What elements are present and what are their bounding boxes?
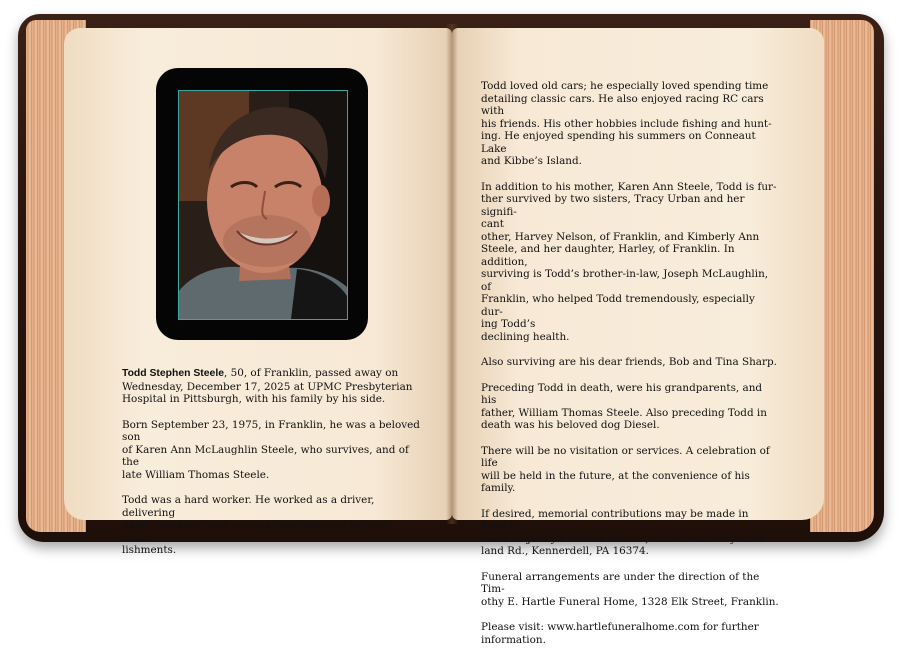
birth-paragraph: Born September 23, 1975, in Franklin, he was a beloved son of Karen Ann McLaughlin Steele, who survives, and of the late William Thomas Steele.	[122, 418, 420, 481]
services-paragraph: There will be no visitation or services. A celebration of life will be held in the future, at the convenience of his family.	[481, 444, 770, 494]
friends-paragraph: Also surviving are his dear friends, Bob and Tina Sharp.	[481, 356, 777, 368]
arrangements-paragraph: Funeral arrangements are under the direction of the Tim- othy E. Hartle Funeral Home, 1328 Elk Street, Franklin.	[481, 570, 779, 608]
portrait-photo	[178, 90, 348, 320]
portrait-frame	[156, 68, 368, 340]
deceased-name: Todd Stephen Steele	[122, 368, 224, 379]
memorials-paragraph: If desired, memorial contributions may be made in Todd’s name to Jenny’s Dream Rescue, 2025 Cranberry Rock- land Rd., Kennerdell, PA 16374.	[481, 507, 769, 557]
survivors-paragraph: In addition to his mother, Karen Ann Steele, Todd is fur- ther survived by two sisters, Tracy Urban and her signifi- cant other, Harvey Nelson, of Franklin, and Kimberly Ann Steele, and her daughter, Harley, of Franklin. In addition, surviving is Todd’s brother-in-law, Joseph McLaughlin, of Franklin, who helped Todd tremendously, especially dur- ing Todd’s declining health.	[481, 180, 777, 343]
book-gutter	[446, 24, 458, 524]
right-page-text	[481, 80, 779, 659]
left-page-text	[122, 367, 422, 570]
hobbies-paragraph: Todd loved old cars; he especially loved spending time detailing classic cars. He also enjoyed racing RC cars with his friends. His other hobbies include fishing and hunt- ing. He enjoyed spending his summers on Conneaut Lake and Kibbe’s Island.	[481, 80, 772, 167]
preceded-paragraph: Preceding Todd in death, were his grandparents, and his father, William Thomas Steele. Also preceding Todd in death was his beloved dog Diesel.	[481, 381, 767, 431]
obituary-intro	[122, 367, 422, 406]
work-paragraph: Todd was a hard worker. He worked as a driver, delivering paper, supplies, and various food products to local estab- lishments.	[122, 494, 388, 556]
visit-paragraph: Please visit: www.hartlefuneralhome.com for further information.	[481, 621, 759, 646]
intro-text: , 50, of Franklin, passed away on Wednesday, December 17, 2025 at UPMC Presbyterian Hospital in Pittsburgh, with his family by his side.	[122, 367, 413, 405]
